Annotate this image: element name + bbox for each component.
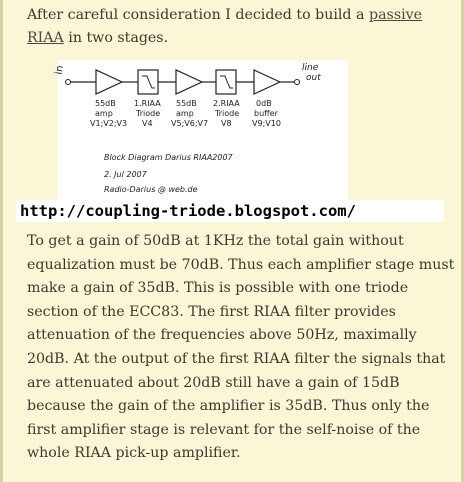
stage1-tubes: V1;V2;V3 — [90, 119, 128, 128]
url-watermark: http://coupling-triode.blogspot.com/ — [16, 200, 444, 222]
caption-title: Block Diagram Darius RIAA2007 — [104, 153, 233, 162]
stage1-type: amp — [95, 109, 113, 118]
intro-text-after: in two stages. — [63, 30, 169, 46]
buffer-triangle-icon — [254, 70, 280, 94]
filter1-box-icon — [138, 70, 158, 94]
stage3-tubes: V9;V10 — [252, 119, 281, 128]
caption-email: Radio-Darius @ web.de — [104, 185, 198, 194]
intro-text-before: After careful consideration I decided to build a — [27, 7, 369, 23]
input-jack-icon — [66, 80, 71, 85]
output-jack-icon — [295, 80, 300, 85]
filter1-type: Triode — [136, 109, 161, 118]
amp2-triangle-icon — [176, 70, 202, 94]
filter2-type: Triode — [215, 109, 240, 118]
filter1-name: 1.RIAA — [134, 99, 161, 108]
caption-date: 2. Jul 2007 — [104, 170, 147, 179]
stage1-gain: 55dB — [95, 99, 116, 108]
block-diagram-svg — [53, 60, 348, 200]
left-border — [0, 0, 3, 482]
filter2-box-icon — [216, 70, 236, 94]
body-paragraph: To get a gain of 50dB at 1KHz the total gain without equalization must be 70dB. Thus each amplifier stage must make a gain of 35dB. This is possible with one triode section of the ECC83. The first RIAA filter provides attenuation of the frequencies above 50Hz, maximally 20dB. At the output of the first RIAA filter the signals that are attenuated about 20dB still have a gain of 15dB because the gain of the amplifier is 35dB. Thus only the first amplifier stage is relevant for the self-noise of the whole RIAA pick-up amplifier. — [27, 233, 455, 462]
filter2-tube: V8 — [221, 119, 232, 128]
amp1-triangle-icon — [96, 70, 122, 94]
intro-paragraph — [27, 4, 457, 50]
output-label-line2: out — [306, 73, 321, 83]
input-label: in — [53, 64, 67, 76]
filter2-name: 2.RIAA — [213, 99, 240, 108]
stage2-type: amp — [176, 109, 194, 118]
filter1-tube: V4 — [142, 119, 153, 128]
stage2-gain: 55dB — [176, 99, 197, 108]
passive-riaa-link[interactable]: passive RIAA — [27, 7, 423, 46]
stage2-tubes: V5;V6;V7 — [171, 119, 209, 128]
stage3-gain: 0dB — [256, 99, 272, 108]
block-diagram-sketch — [53, 60, 348, 200]
stage3-type: buffer — [254, 109, 278, 118]
output-label-line1: line — [302, 63, 319, 73]
